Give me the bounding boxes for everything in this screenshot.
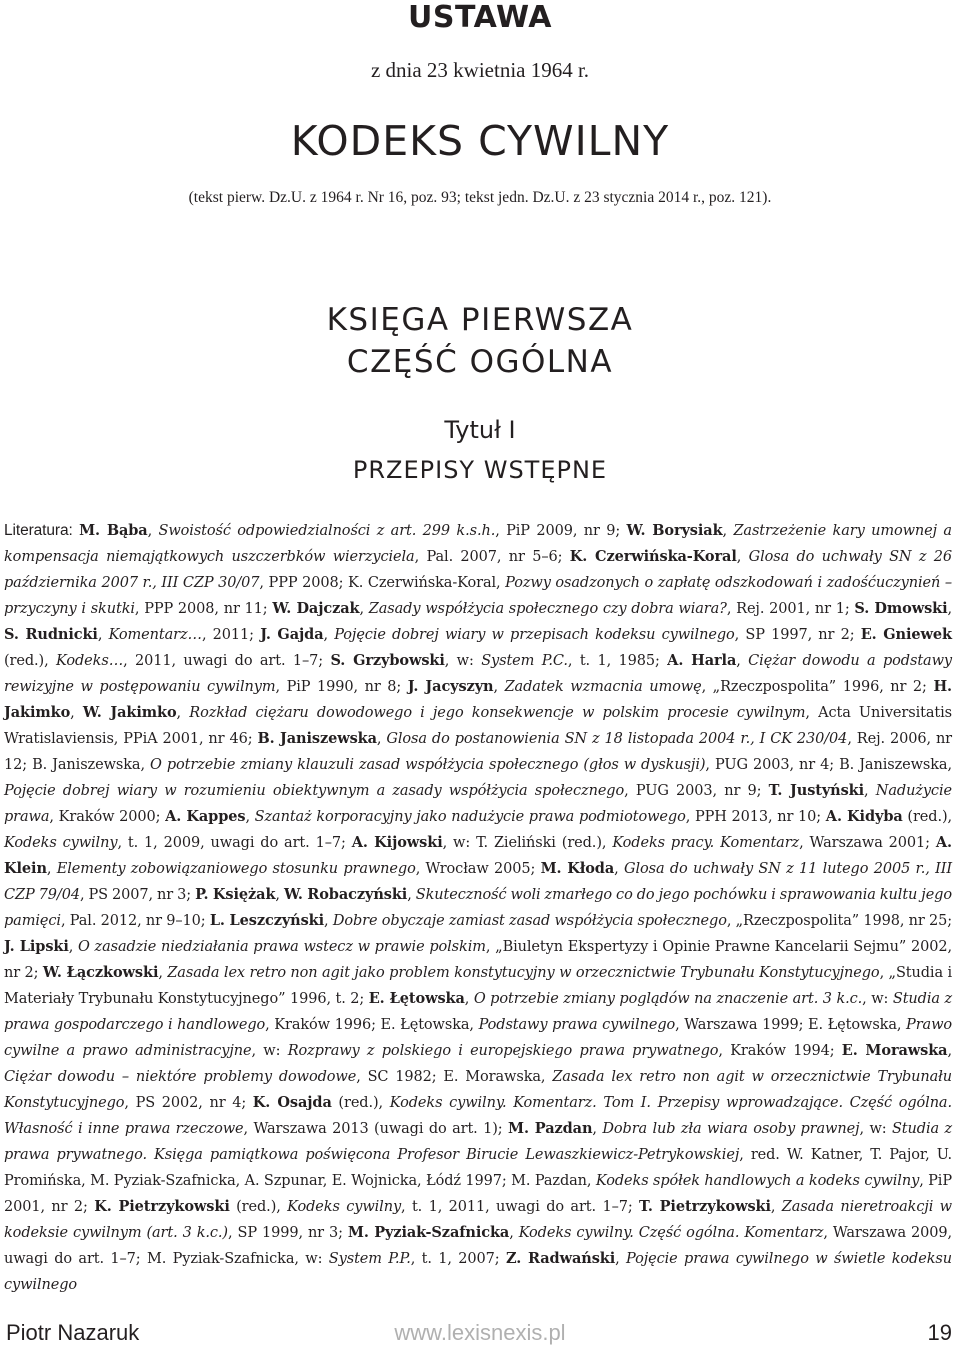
literature-work-title: Kodeks cywilny [287, 1199, 402, 1215]
literature-author: W. Borysiak [626, 522, 723, 539]
literature-text: , PiP 1990, nr 8; [275, 679, 408, 695]
literature-text: , [736, 549, 749, 565]
literature-work-title: Zasada nieretroakcji w kodeksie cywilnym (art. 3 k.c.) [4, 1199, 952, 1241]
code-title: KODEKS CYWILNY [290, 117, 670, 165]
literature-work-title: Zasady współżycia społecznego czy dobra wiara? [368, 601, 727, 617]
literature-text: , [158, 965, 168, 981]
literature-text: , [176, 705, 190, 721]
literature-work-title: System P.C. [481, 653, 568, 669]
literature-text: , Acta Universitatis Wratislaviensis, PPiA 2001, nr 46; [4, 705, 952, 747]
literature-work-title: Kodeks cywilny [4, 835, 118, 851]
literature-author: M. Kłoda [540, 860, 615, 877]
literature-work-title: Dobre obyczaje zamiast zasad współżycia społecznego [332, 913, 727, 929]
literature-work-title: Swoistość odpowiedzialności z art. 299 k.s.h. [158, 523, 496, 539]
literature-work-title: O potrzebie zmiany klauzuli zasad współżycia społecznego (głos w dyskusji) [150, 757, 706, 773]
literature-author: E. Gniewek [860, 626, 952, 643]
literature-author: S. Rudnicki [4, 626, 98, 643]
literature-author: W. Dajczak [272, 600, 360, 617]
literature-text: , „Studia i Materiały Trybunału Konstytucyjnego” 1996, t. 2; [4, 965, 952, 1007]
literature-text: , w: [859, 1121, 892, 1137]
literature-text: , [614, 861, 624, 877]
literature-text: , Kraków 2000; [49, 809, 166, 825]
act-date: z dnia 23 kwietnia 1964 r. [370, 58, 590, 82]
literature-work-title: Ciężar dowodu a podstawy rewizyjne w postępowaniu cywilnym [4, 653, 953, 695]
literature-text: (red.), [4, 653, 57, 669]
literature-text: , Kraków 1994; [718, 1043, 842, 1059]
literature-text: , [592, 1121, 603, 1137]
literature-text: , Warszawa 1999; E. Łętowska, [675, 1017, 907, 1033]
literature-work-title: Pojęcie dobrej wiary w przepisach kodeksu cywilnego [334, 627, 735, 643]
literature-work-title: Studia z prawa prywatnego. Księga pamiątkowa poświęcona Profesor Birucie Lewaszkiewicz-Petrykowskiej [4, 1121, 953, 1163]
literature-text: , 2011; [201, 627, 261, 643]
literature-text: , [376, 731, 387, 747]
literature-text: , [947, 1043, 952, 1059]
literature-author: K. Osajda [252, 1094, 332, 1111]
literature-author: S. Dmowski [854, 600, 948, 617]
literature-author: E. Morawska [841, 1042, 948, 1059]
literature-text: , t. 1, 2011, uwagi do art. 1–7; [401, 1199, 640, 1215]
literature-work-title: Dobra lub zła wiara osoby prawnej [602, 1121, 860, 1137]
literature-work-title: Zadatek wzmacnia umowę [504, 679, 702, 695]
literature-work-title: System P.P. [328, 1251, 411, 1267]
literature-text: , [70, 705, 83, 721]
literature-text: , PPP 2008; K. Czerwińska-Koral, [259, 575, 506, 591]
literature-text: , „Rzeczpospolita” 1998, nr 25; [726, 913, 952, 929]
literature-author: J. Lipski [4, 938, 69, 955]
literature-text: , PS 2002, nr 4; [124, 1095, 253, 1111]
literature-work-title: Pozwy osadzonych o zapłatę odszkodowań i zadośćuczynień – przyczyny i skutki [4, 575, 952, 617]
literature-author: Z. Radwański [505, 1250, 616, 1267]
literature-text: , Warszawa 2013 (uwagi do art. 1); [243, 1121, 509, 1137]
literature-author: L. Leszczyński [209, 912, 325, 929]
literature-text: (red.), [229, 1199, 288, 1215]
act-type-heading: USTAWA [408, 0, 552, 35]
literature-text: , PPP 2008, nr 11; [134, 601, 273, 617]
literature-text: , PS 2007, nr 3; [79, 887, 196, 903]
literature-author: K. Czerwińska-Koral [569, 548, 737, 565]
literature-text: , PiP 2009, nr 9; [495, 523, 627, 539]
literature-text: , w: [444, 653, 482, 669]
footer-author: Piotr Nazaruk [6, 1320, 140, 1345]
literature-text: (red.), [902, 809, 953, 825]
title-number: Tytuł I [444, 416, 516, 444]
part-heading: CZĘŚĆ OGÓLNA [346, 344, 614, 380]
literature-author: T. Pietrzykowski [639, 1198, 771, 1215]
literature-author: S. Grzybowski [330, 652, 445, 669]
literature-text: , „Rzeczpospolita” 1996, nr 2; [701, 679, 934, 695]
literature-work-title: Pojęcie dobrej wiary w rozumieniu obiektywnym a zasady współżycia społecznego [4, 783, 625, 799]
literature-work-title: Zasada lex retro non agit jako problem konstytucyjny w orzecznictwie Trybunału Konstytucyjnego [167, 965, 880, 981]
literature-work-title: Ciężar dowodu – niektóre problemy dowodowe [4, 1069, 357, 1085]
literature-author: M. Bąba [79, 522, 148, 539]
literature-work-title: Studia z prawa gospodarczego i handlowego [4, 991, 952, 1033]
literature-text: , w: T. Zieliński (red.), [442, 835, 613, 851]
literature-text: , [275, 887, 284, 903]
literature-work-title: Nadużycie prawa [4, 783, 952, 825]
literature-work-title: O potrzebie zmiany poglądów na znaczenie art. 3 k.c. [473, 991, 863, 1007]
literature-author: K. Pietrzykowski [94, 1198, 230, 1215]
literature-text: , [770, 1199, 782, 1215]
literature-text: , [359, 601, 369, 617]
literature-text: , [323, 627, 335, 643]
literature-text: , Rej. 2001, nr 1; [726, 601, 855, 617]
literature-text: , Pal. 2007, nr 5–6; [414, 549, 570, 565]
publication-info: (tekst pierw. Dz.U. z 1964 r. Nr 16, poz. 93; tekst jedn. Dz.U. z 23 stycznia 2014 r., poz. 121). [188, 189, 772, 206]
literature-author: W. Jakimko [82, 704, 177, 721]
literature-text: , [407, 887, 416, 903]
literature-text: , Wrocław 2005; [415, 861, 541, 877]
literature-work-title: Glosa do uchwały SN z 26 października 2007 r., III CZP 30/07 [4, 549, 953, 591]
literature-text: , PPH 2013, nr 10; [685, 809, 826, 825]
literature-work-title: Zastrzeżenie kary umownej a kompensacja niemajątkowych uszczerbków wierzyciela [4, 523, 952, 565]
literature-work-title: Kodeks… [56, 653, 124, 669]
literature-text: , t. 1, 2007; [410, 1251, 506, 1267]
literature-text: , PiP 2001, nr 2; [4, 1173, 953, 1215]
literature-text: , w: [251, 1043, 288, 1059]
literature-author: A. Harla [667, 652, 737, 669]
literature-text: , SC 1982; E. Morawska, [356, 1069, 553, 1085]
literature-label: Literatura: [4, 522, 73, 539]
literature-text: , [864, 783, 876, 799]
literature-author: J. Jacyszyn [407, 678, 494, 695]
literature-author: A. Kappes [165, 808, 246, 825]
literature-text: , [97, 627, 109, 643]
literature-text: , [46, 861, 57, 877]
literature-work-title: O zasadzie niedziałania prawa wstecz w prawie polskim [78, 939, 486, 955]
page-footer [0, 1320, 960, 1348]
literature-text: (red.), [331, 1095, 390, 1111]
literature-text: , [509, 1225, 519, 1241]
literature-text: , Rej. 2006, nr 12; B. Janiszewska, [4, 731, 953, 773]
literature-work-title: Glosa do postanowienia SN z 18 listopada 2004 r., I CK 230/04 [386, 731, 848, 747]
literature-work-title: Kodeks cywilny. Część ogólna. Komentarz [518, 1225, 824, 1241]
book-heading: KSIĘGA PIERWSZA [326, 302, 634, 338]
literature-text: , [464, 991, 474, 1007]
literature-author: B. Janiszewska [257, 730, 377, 747]
title-name: PRZEPISY WSTĘPNE [352, 456, 608, 484]
literature-text: , [615, 1251, 627, 1267]
literature-author: A. Kidyba [825, 808, 903, 825]
literature-author: P. Księżak [195, 886, 276, 903]
literature-text: , [722, 523, 734, 539]
literature-text: , SP 1999, nr 3; [228, 1225, 348, 1241]
literature-author: T. Justyński [768, 782, 865, 799]
literature-text: , [147, 523, 159, 539]
literature-work-title: Kodeks cywilny. Komentarz. Tom I. Przepisy wprowadzające. Część ogólna. Własność i inne prawa rzeczowe [4, 1095, 952, 1137]
literature-work-title: Prawo cywilne a prawo administracyjne [4, 1017, 953, 1059]
literature-work-title: Rozkład ciężaru dowodowego i jego konsekwencje w polskim procesie cywilnym [189, 705, 806, 721]
literature-text: , red. W. Katner, T. Pajor, U. Promińska, M. Pyziak-Szafnicka, A. Szpunar, E. Wojnicka, Łódź 1997; M. Pazdan, [4, 1147, 952, 1189]
literature-body [4, 523, 952, 1293]
literature-text: , 2011, uwagi do art. 1–7; [123, 653, 331, 669]
literature-work-title: Rozprawy z polskiego i europejskiego prawa prywatnego [287, 1043, 719, 1059]
literature-work-title: Kodeks spółek handlowych a kodeks cywilny [595, 1173, 920, 1189]
literature-author: W. Łączkowski [42, 964, 159, 981]
literature-author: W. Robaczyński [283, 886, 408, 903]
literature-text: , [245, 809, 255, 825]
literature-work-title: Podstawy prawa cywilnego [478, 1017, 676, 1033]
literature-text: , [736, 653, 749, 669]
literature-text: , Warszawa 2009, uwagi do art. 1–7; M. Pyziak-Szafnicka, w: [4, 1225, 953, 1267]
literature-text: , Warszawa 2001; [799, 835, 936, 851]
literature-work-title: Komentarz… [108, 627, 202, 643]
footer-website: www.lexisnexis.pl [394, 1320, 566, 1345]
literature-text: , [68, 939, 78, 955]
literature-text: , PUG 2003, nr 9; [624, 783, 769, 799]
literature-author: M. Pyziak-Szafnicka [347, 1224, 510, 1241]
literature-author: A. Klein [4, 834, 952, 877]
literature-text: , [324, 913, 333, 929]
literature-work-title: Szantaż korporacyjny jako nadużycie prawa podmiotowego [254, 809, 686, 825]
literature-text: , t. 1, 2009, uwagi do art. 1–7; [117, 835, 352, 851]
literature-work-title: Kodeks pracy. Komentarz [612, 835, 800, 851]
literature-work-title: Skuteczność woli zmarłego co do jego pochówku i sprawowania kultu jego pamięci [4, 887, 952, 929]
literature-text: , Kraków 1996; E. Łętowska, [265, 1017, 479, 1033]
literature-text: , PUG 2003, nr 4; B. Janiszewska, [705, 757, 952, 773]
literature-author: J. Gajda [260, 626, 324, 643]
literature-author: A. Kijowski [351, 834, 443, 851]
literature-text: , SP 1997, nr 2; [734, 627, 861, 643]
literature-text: , „Biuletyn Ekspertyzy i Opinie Prawne Kancelarii Sejmu” 2002, nr 2; [4, 939, 952, 981]
page-number: 19 [927, 1320, 952, 1345]
literature-text: , [947, 601, 953, 617]
literature-text: , t. 1, 1985; [567, 653, 668, 669]
literature-work-title: Pojęcie prawa cywilnego w świetle kodeksu cywilnego [4, 1251, 952, 1293]
literature-text: , Pal. 2012, nr 9–10; [60, 913, 210, 929]
literature-text: , w: [862, 991, 893, 1007]
literature-text: , [493, 679, 505, 695]
literature-author: H. Jakimko [4, 678, 952, 721]
literature-work-title: Glosa do uchwały SN z 11 lutego 2005 r., III CZP 79/04 [4, 861, 952, 903]
literature-work-title: Elementy zobowiązaniowego stosunku prawnego [56, 861, 416, 877]
literature-work-title: Zasada lex retro non agit w orzecznictwie Trybunału Konstytucyjnego [4, 1069, 953, 1111]
literature-paragraph [4, 518, 952, 1298]
literature-author: M. Pazdan [508, 1120, 593, 1137]
literature-author: E. Łętowska [368, 990, 465, 1007]
